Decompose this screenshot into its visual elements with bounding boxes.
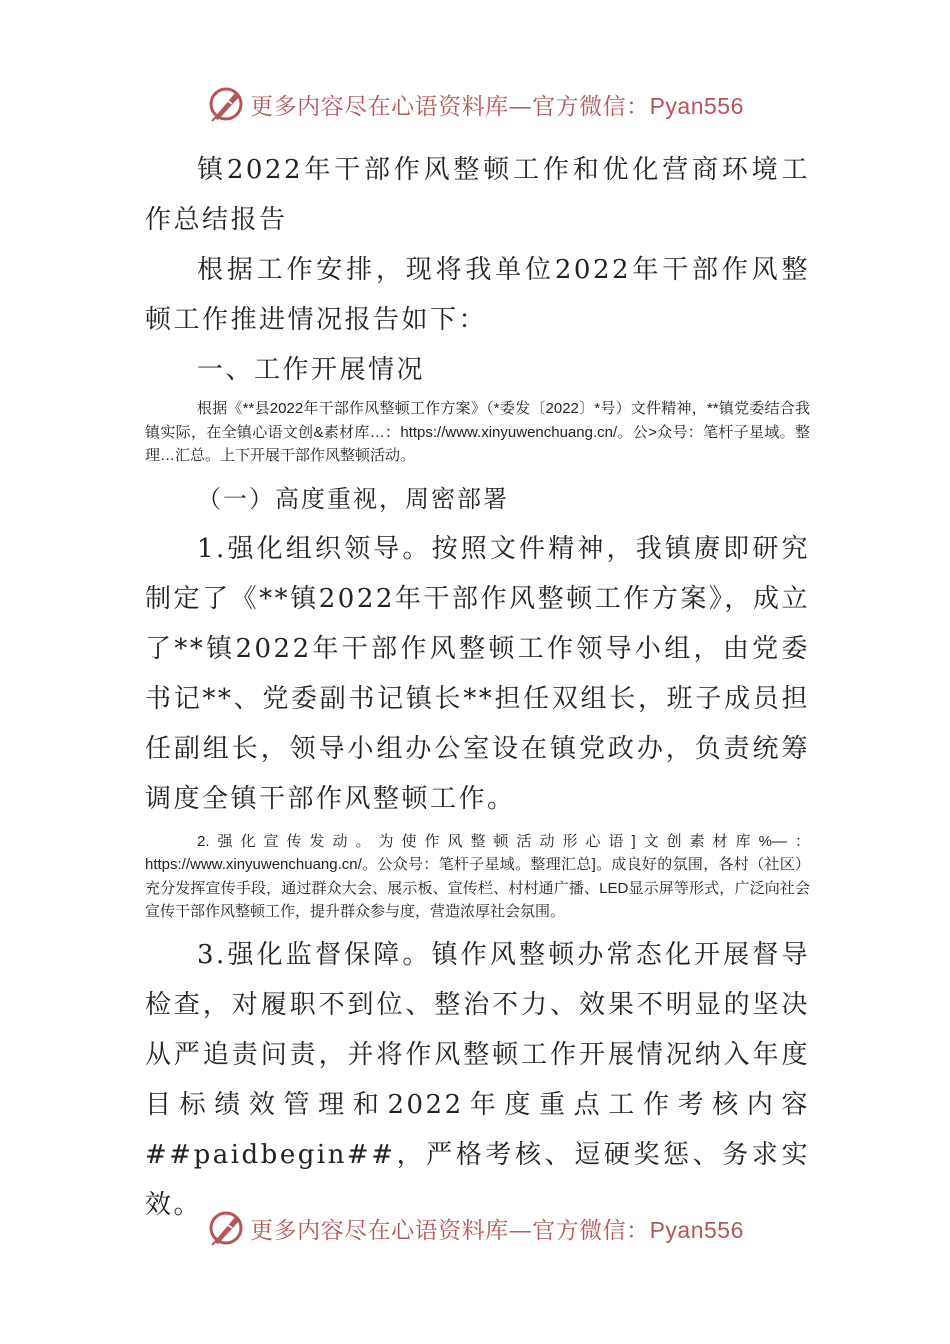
pen-logo-icon bbox=[206, 84, 246, 124]
banner-text: 更多内容尽在心语资料库—官方微信：Pyan556 bbox=[250, 1216, 744, 1244]
subsection-heading: （一）高度重视，周密部署 bbox=[197, 484, 509, 513]
footer-banner bbox=[0, 1206, 950, 1250]
document-body bbox=[145, 145, 810, 1230]
intro-paragraph: 根据工作安排，现将我单位2022年干部作风整顿工作推进情况报告如下： bbox=[145, 255, 810, 335]
section-heading: 一、工作开展情况 bbox=[197, 355, 426, 385]
section-body-small: 根据《**县2022年干部作风整顿工作方案》（*委发〔2022〕*号）文件精神，**镇党委结合我镇实际，在全镇心语文创&素材库…：https://www.xinyuwenchuang.cn/。公>众号：笔杆子星域。整理…汇总。上下开展干部作风整顿活动。 bbox=[145, 400, 810, 464]
wechat-id: Pyan556 bbox=[649, 1216, 744, 1243]
wechat-id: Pyan556 bbox=[649, 92, 744, 119]
document-title: 镇2022年干部作风整顿工作和优化营商环境工作总结报告 bbox=[145, 155, 810, 235]
pen-logo-icon bbox=[206, 1208, 246, 1248]
item-3-paragraph: 3.强化监督保障。镇作风整顿办常态化开展督导检查，对履职不到位、整治不力、效果不明显的坚决从严追责问责，并将作风整顿工作开展情况纳入年度目标绩效管理和2022年度重点工作考核内容##paidbegin##，严格考核、逗硬奖惩、务求实效。 bbox=[145, 939, 810, 1220]
item-1-paragraph: 1.强化组织领导。按照文件精神，我镇赓即研究制定了《**镇2022年干部作风整顿工作方案》，成立了**镇2022年干部作风整顿工作领导小组，由党委书记**、党委副书记镇长**担任双组长，班子成员担任副组长，领导小组办公室设在镇党政办，负责统筹调度全镇干部作风整顿工作。 bbox=[145, 533, 810, 814]
header-banner bbox=[0, 82, 950, 126]
item-2-paragraph: 2.强化宣传发动。为使作风整顿活动形心语]文创素材库%—：https://www.xinyuwenchuang.cn/。公众号：笔杆子星域。整理汇总]。成良好的氛围，各村（社区）充分发挥宣传手段，通过群众大会、展示板、宣传栏、村村通广播、LED显示屏等形式，广泛向社会宣传干部作风整顿工作，提升群众参与度，营造浓厚社会氛围。 bbox=[145, 832, 810, 920]
banner-text: 更多内容尽在心语资料库—官方微信：Pyan556 bbox=[250, 92, 744, 120]
